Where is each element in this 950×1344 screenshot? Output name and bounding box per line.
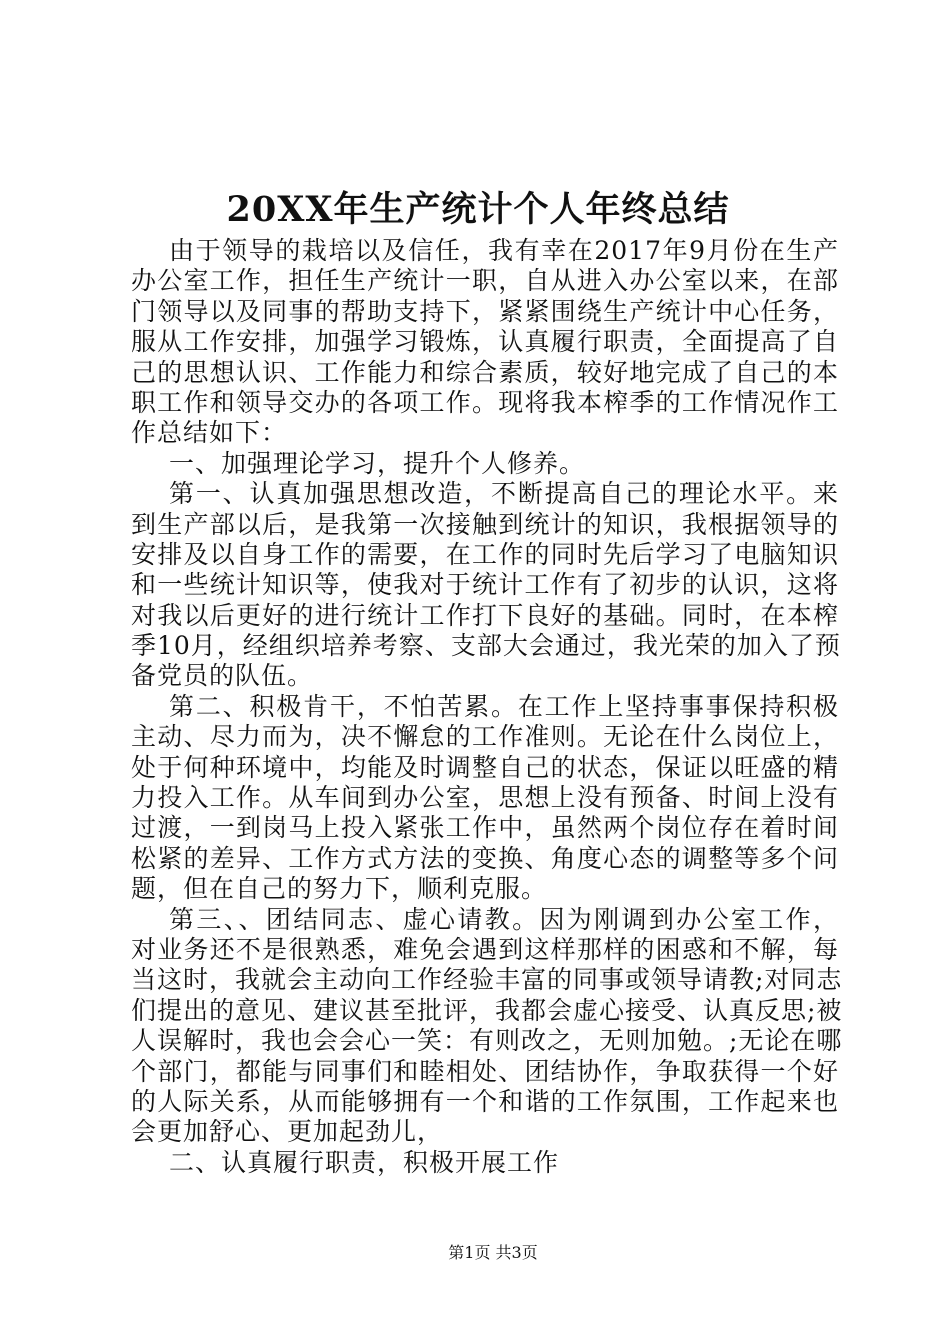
- paragraph: [131, 904, 843, 1148]
- text-line: 第三、、团结同志、虚心请教。因为刚调到办公室工作，: [169, 904, 839, 934]
- text-line: 第二、积极肯干，不怕苦累。在工作上坚持事事保持积极: [169, 691, 839, 721]
- text-line: 松紧的差异、工作方式方法的变换、角度心态的调整等多个问: [131, 843, 839, 873]
- text-line: 处于何种环境中，均能及时调整自己的状态，保证以旺盛的精: [131, 752, 839, 782]
- document-title: 20XX年生产统计个人年终总结: [226, 189, 730, 230]
- paragraph: [131, 1148, 839, 1178]
- text-line: 会更加舒心、更加起劲儿，: [131, 1117, 444, 1147]
- text-line: 到生产部以后，是我第一次接触到统计的知识，我根据领导的: [131, 509, 839, 539]
- text-line: 由于领导的栽培以及信任，我有幸在2017年9月份在生产: [169, 236, 839, 265]
- text-line: 季10月，经组织培养考察、支部大会通过，我光荣的加入了预: [131, 631, 841, 661]
- text-line: 备党员的队伍。: [131, 661, 314, 691]
- text-line: 人误解时，我也会会心一笑：有则改之，无则加勉。;无论在哪: [131, 1026, 843, 1056]
- paragraph: [131, 449, 839, 479]
- paragraph: [131, 692, 839, 905]
- paragraph: [131, 479, 839, 692]
- text-line: 当这时，我就会主动向工作经验丰富的同事或领导请教;对同志: [131, 965, 843, 995]
- text-line: 第一、认真加强思想改造，不断提高自己的理论水平。来: [169, 479, 839, 509]
- text-line: 们提出的意见、建议甚至批评，我都会虚心接受、认真反思;被: [131, 995, 843, 1025]
- text-line: 二、认真履行职责，积极开展工作: [169, 1147, 560, 1177]
- text-line: 对我以后更好的进行统计工作打下良好的基础。同时，在本榨: [131, 600, 839, 630]
- text-line: 的人际关系，从而能够拥有一个和谐的工作氛围，工作起来也: [131, 1086, 839, 1116]
- text-line: 己的思想认识、工作能力和综合素质，较好地完成了自己的本: [131, 357, 839, 387]
- text-line: 一、加强理论学习，提升个人修养。: [169, 448, 586, 478]
- text-line: 安排及以自身工作的需要，在工作的同时先后学习了电脑知识: [131, 539, 839, 569]
- text-line: 办公室工作，担任生产统计一职，自从进入办公室以来，在部: [131, 266, 839, 296]
- text-line: 对业务还不是很熟悉，难免会遇到这样那样的困惑和不解，每: [131, 934, 839, 964]
- text-line: 作总结如下：: [131, 418, 288, 448]
- text-line: 和一些统计知识等，使我对于统计工作有了初步的认识，这将: [131, 570, 839, 600]
- text-line: 个部门，都能与同事们和睦相处、团结协作，争取获得一个好: [131, 1056, 839, 1086]
- text-line: 力投入工作。从车间到办公室，思想上没有预备、时间上没有: [131, 783, 839, 813]
- text-line: 职工作和领导交办的各项工作。现将我本榨季的工作情况作工: [131, 387, 839, 417]
- text-line: 题，但在自己的努力下，顺利克服。: [131, 874, 548, 904]
- text-line: 服从工作安排，加强学习锻炼，认真履行职责，全面提高了自: [131, 327, 839, 357]
- text-line: 门领导以及同事的帮助支持下，紧紧围绕生产统计中心任务，: [131, 296, 839, 326]
- page-number-footer: 第1页 共3页: [448, 1243, 538, 1262]
- text-line: 过渡，一到岗马上投入紧张工作中，虽然两个岗位存在着时间: [131, 813, 839, 843]
- paragraph: [131, 236, 839, 449]
- text-line: 主动、尽力而为，决不懈怠的工作准则。无论在什么岗位上，: [131, 722, 839, 752]
- document-body: [131, 236, 843, 1178]
